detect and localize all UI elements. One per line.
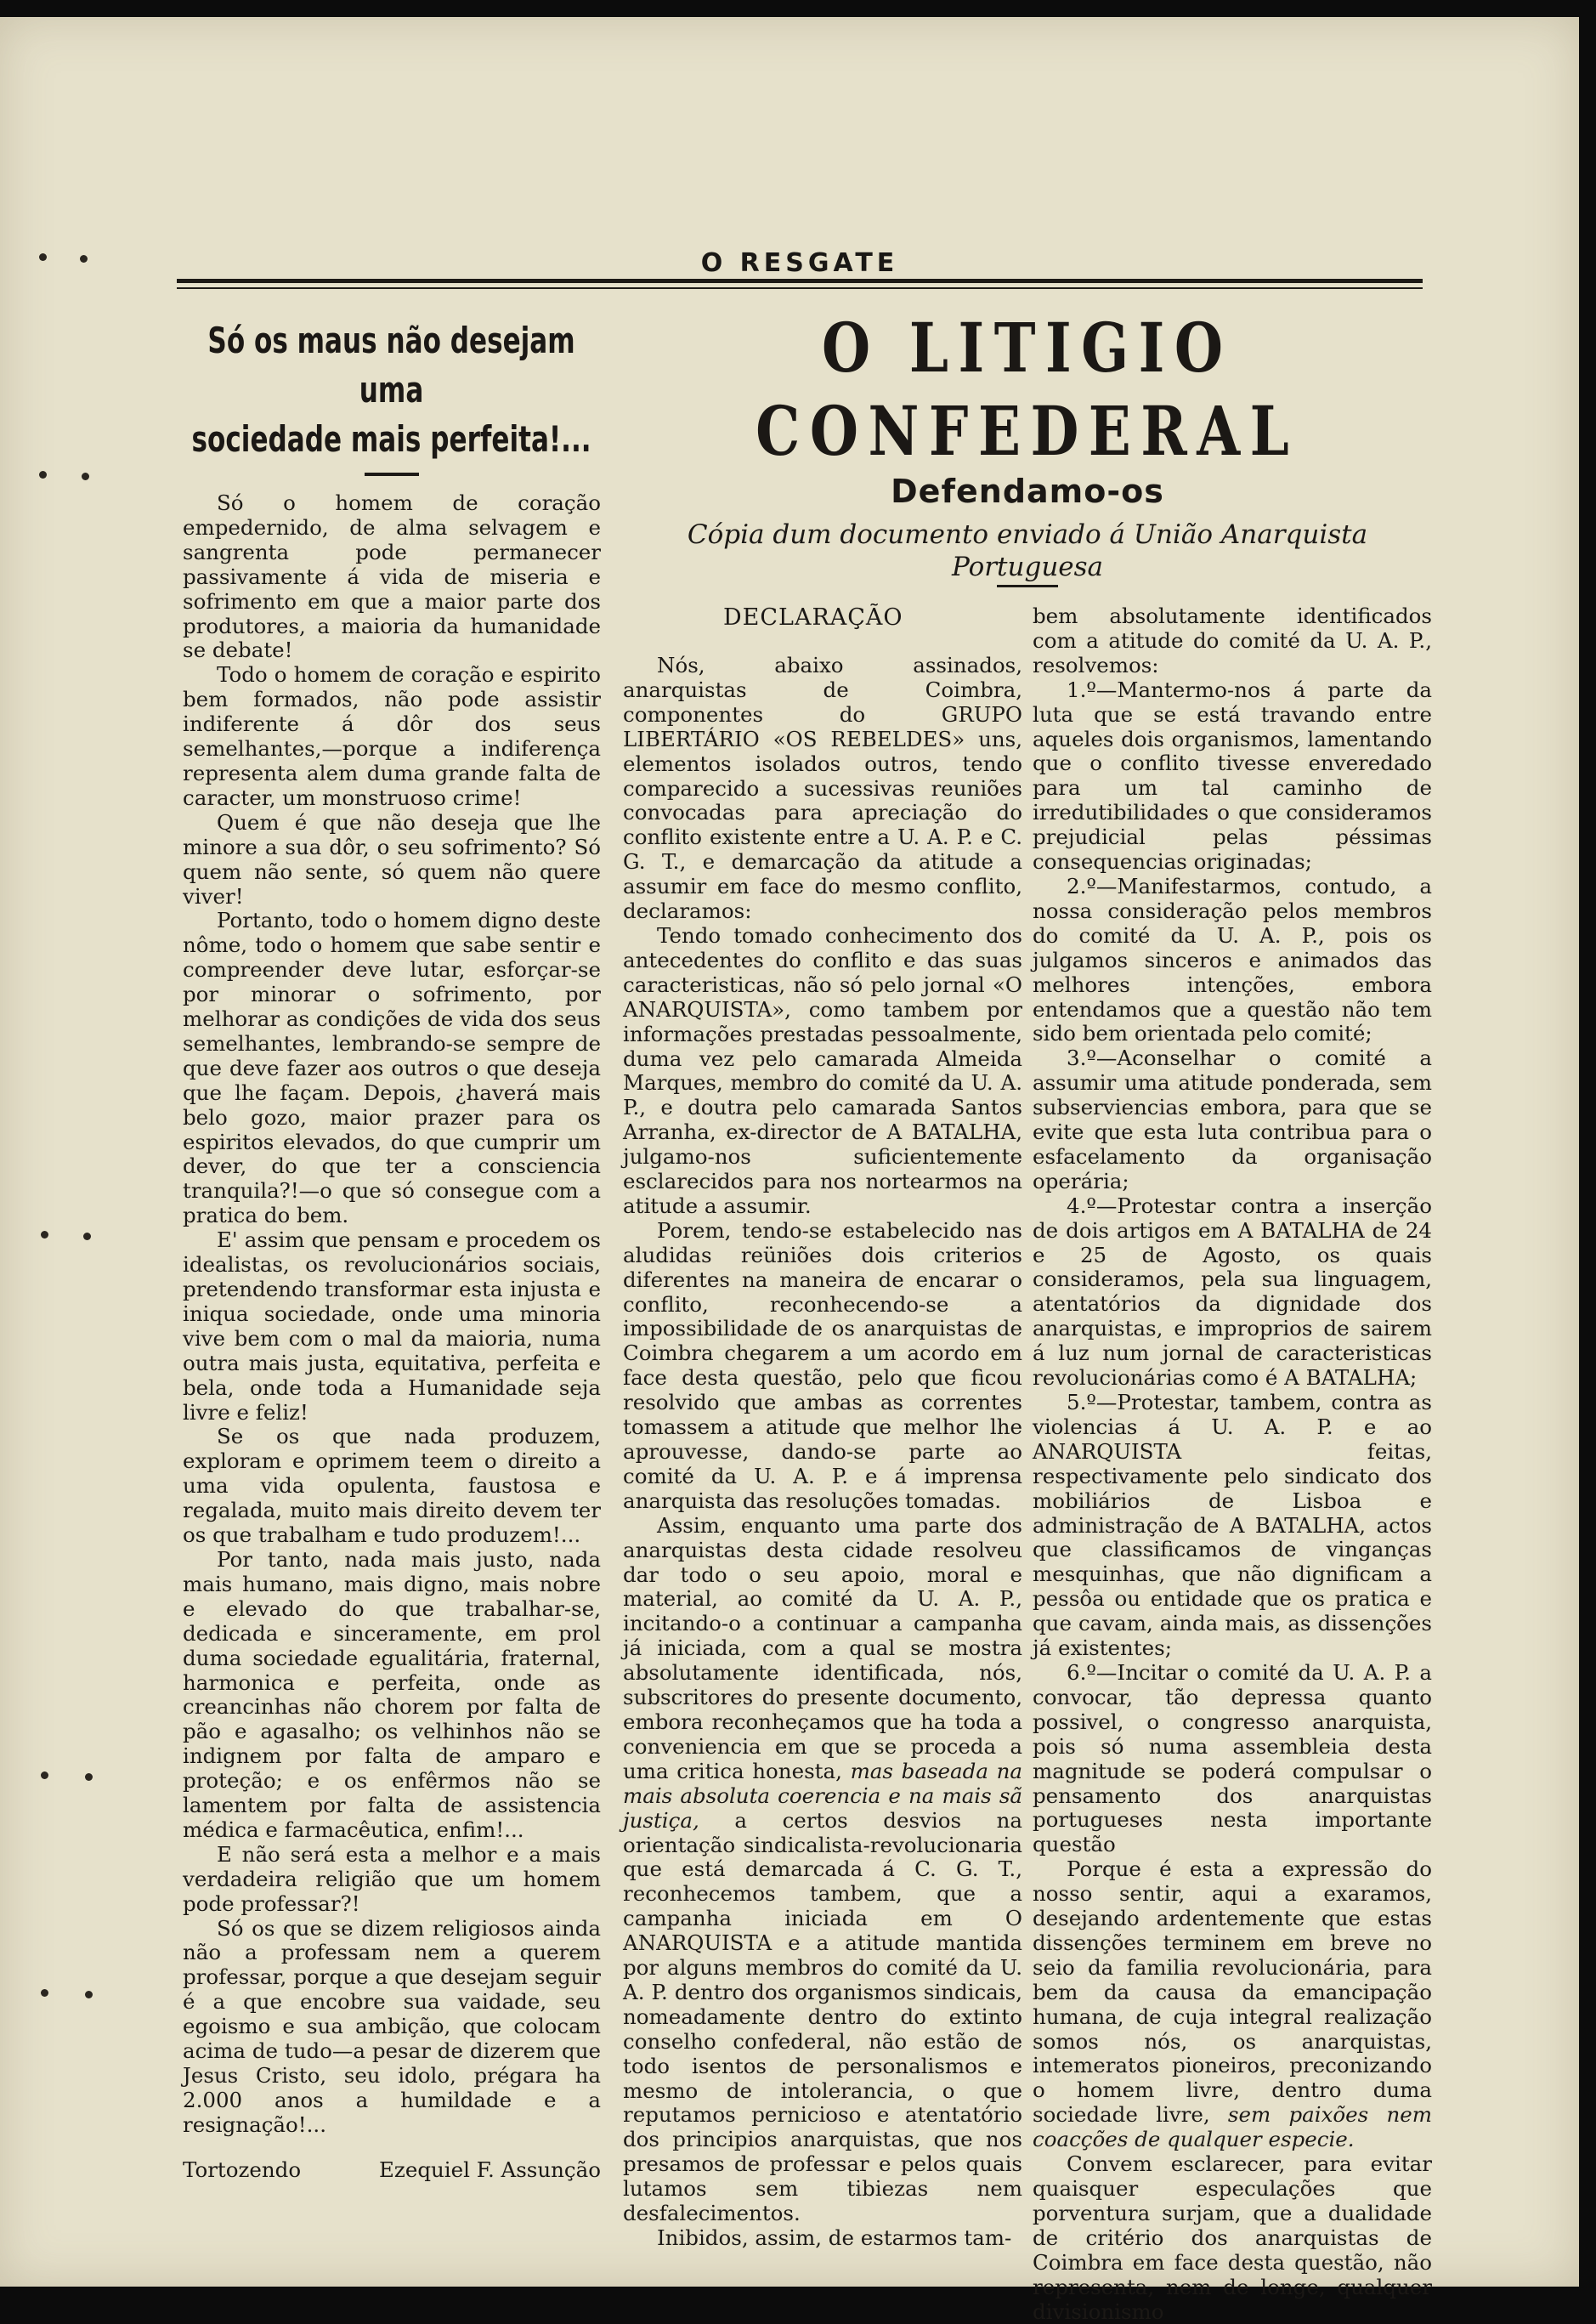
left-paragraph: E' assim que pensam e procedem os idealistas, os revolucionários sociais, pretendendo transformar esta injusta e iniqua sociedade, onde uma minoria vive bem com o mal da maioria, numa outra mais justa, equitativa, perfeita e bela, onde toda a Humanidade seja livre e feliz! [183, 1227, 601, 1425]
punch-hole [41, 1771, 48, 1779]
left-article [183, 316, 601, 2182]
newspaper-page [0, 17, 1579, 2324]
main-headline: O LITIGIO CONFEDERAL [756, 308, 1299, 471]
left-paragraph: E não será esta a melhor e a mais verdadeira religião que um homem pode professar?! [183, 1841, 601, 1916]
punch-hole [85, 1991, 93, 1998]
declaration-paragraph [623, 1514, 1022, 2226]
masthead-rule-thin [177, 287, 1423, 289]
left-article-title [181, 316, 602, 464]
declaration-paragraph: Porem, tendo-se estabelecido nas aludidas reüniões dois criterios diferentes na maneira de encarar o conflito, reconhecendo-se a impossibilidade de os anarquistas de Coimbra chegarem a um acordo em face desta questão, pelo que ficou resolvido que ambas as correntes tomassem a atitude que melhor lhe aprouvesse, dando-se parte ao comité da U. A. P. e á imprensa anarquista das resoluções tomadas. [623, 1217, 1022, 1513]
paragraph-text: a certos desvios na orientação sindicalista-revolucionaria que está demarcada á C. G. T., reconhecemos tambem, que a campanha iniciada em O ANARQUISTA e a atitude mantida por alguns membros do comité da U. A. P. dentro dos organismos sindicais, nomeadamente dentro do extinto conselho confederal, não estão de todo isentos de personalismos e mesmo de intolerancia, o que reputamos pernicioso e atentatório dos principios anarquistas, que nos presamos de professar e pelos quais lutamos sem tibiezas nem desfalecimentos. [623, 1807, 1022, 2226]
article-column-right [1033, 604, 1432, 2324]
left-paragraph: Portanto, todo o homem digno deste nôme, todo o homem que sabe sentir e compreender deve lutar, esforçar-se por minorar o sofrimento, por melhorar as condições de vida dos seus semelhantes, lembrando-se sempre de que deve fazer aos outros o que deseja que lhe façam. Depois, ¿haverá mais belo gozo, maior prazer para os espiritos elevados, do que cumprir um dever, do que ter a consciencia tranquila?!—o que só consegue com a pratica do bem. [183, 908, 601, 1228]
left-paragraph: Se os que nada produzem, exploram e oprimem teem o direito a uma vida opulenta, faustosa e regalada, muito mais direito devem ter os que trabalham e tudo produzem!... [183, 1424, 601, 1548]
left-paragraph: Só o homem de coração empedernido, de alma selvagem e sangrenta pode permanecer passivamente á vida de miseria e sofrimento em que a maior parte dos produtores, a maioria da humanidade se debate! [183, 490, 601, 663]
masthead [177, 248, 1423, 291]
punch-hole [85, 1773, 93, 1781]
punch-hole [41, 1989, 48, 1997]
punch-hole [80, 255, 88, 263]
declaration-heading: DECLARAÇÃO [723, 604, 903, 631]
punch-hole [82, 473, 89, 480]
declaration-paragraph [1033, 1857, 1432, 2152]
resolution-item-1: 1.º—Mantermo-nos á parte da luta que se está travando entre aqueles dois organismos, lamentando que o conflito tivesse enveredado para um tal caminho de irredutibilidades o que consideramos prejudicial pelas péssimas consequencias originadas; [1033, 677, 1432, 875]
article-column-center [623, 604, 1022, 2324]
declaration-paragraph: Tendo tomado conhecimento dos antecedentes do conflito e das suas caracteristicas, não só pelo jornal «O ANARQUISTA», como tambem por informações prestadas pessoalmente, duma vez pelo camarada Almeida Marques, membro do comité da U. A. P., e doutra pelo camarada Santos Arranha, ex-director de A BATALHA, julgamo-nos suficientemente esclarecidos para nos nortearmos na atitude a assumir. [623, 922, 1022, 1218]
sub-headline: Defendamo-os [891, 473, 1164, 510]
left-paragraph: Só os que se dizem religiosos ainda não a professam nem a querem professar, porque a que desejam seguir é a que encobre sua vaidade, seu egoismo e sua ambição, que colocam acima de tudo—a pesar de dizerem que Jesus Cristo, seu idolo, prégara ha 2.000 anos a humildade e a resignação!... [183, 1915, 601, 2137]
declaration-paragraph: Convem esclarecer, para evitar quaisquer especulações que porventura surjam, que a dualidade de critério dos anarquistas de Coimbra em face desta questão, não representa, nem de longe, qualquer divisionismo [1033, 2151, 1432, 2324]
resolution-item-6: 6.º—Incitar o comité da U. A. P. a convocar, tão depressa quanto possivel, o congresso anarquista, pois só numa assembleia desta magnitude se poderá compulsar o pensamento dos anarquistas portugueses nesta importante questão [1033, 1659, 1432, 1857]
right-article [623, 306, 1432, 2324]
resolution-item-5: 5.º—Protestar, tambem, contra as violencias á U. A. P. e ao ANARQUISTA feitas, respectivamente pelo sindicato dos mobiliários de Lisboa e administração de A BATALHA, actos que classificamos de vinganças mesquinhas, que não dignificam a pessôa ou entidade que os pratica e que cavam, ainda mais, as dissenções já existentes; [1033, 1390, 1432, 1661]
signature-place: Tortozendo [183, 2157, 302, 2182]
emphasized-text: mas baseada na mais absoluta coerencia e na mais sã justiça, [623, 1758, 1022, 1833]
resolution-item-2: 2.º—Manifestarmos, contudo, a nossa consideração pelos membros do comité da U. A. P., pois os julgamos sinceros e animados das melhores intenções, embora entendamos que a questão não tem sido bem orientada pelo comité; [1033, 873, 1432, 1046]
paragraph-text: Porque é esta a expressão do nosso sentir, aqui a exaramos, desejando ardentemente que estas dissenções terminem em breve no seio da familia revolucionária, para bem da causa da emancipação humana, de cuja integral realização somos nós, os anarquistas, intemeratos pioneiros, preconizando o homem livre, dentro duma sociedade livre, [1033, 1856, 1432, 2128]
resolution-item-3: 3.º—Aconselhar o comité a assumir uma atitude ponderada, sem subserviencias embora, para que se evite que esta luta contribua para o esfacelamento da organisação operária; [1033, 1046, 1432, 1193]
punch-hole [83, 1233, 91, 1240]
left-paragraph: Por tanto, nada mais justo, nada mais humano, mais digno, mais nobre e elevado do que trabalhar-se, dedicada e sinceramente, em prol duma sociedade egualitária, fraternal, harmonica e perfeita, onde as creancinhas não chorem por falta de pão e agasalho; os velhinhos não se indignem por falta de amparo e proteção; e os enfêrmos não se lamentem por falta de assistencia médica e farmacêutica, enfim!... [183, 1546, 601, 1842]
punch-hole [39, 253, 47, 261]
left-article-title-line1: Só os maus não desejam uma [207, 320, 576, 411]
article-columns [623, 604, 1432, 2324]
punch-hole [39, 471, 47, 479]
paragraph-text: Assim, enquanto uma parte dos anarquistas desta cidade resolveu dar todo o seu apoio, moral e material, ao comité da U. A. P., incitando-o a continuar a campanha já iniciada, com a qual se mostra absolutamente identificada, nós, subscritores do presente documento, embora reconheçamos que ha toda a conveniencia em que se proceda a uma critica honesta, [623, 1512, 1022, 1783]
masthead-rule [177, 279, 1423, 283]
punch-hole [41, 1231, 48, 1239]
left-paragraph: Todo o homem de coração e espirito bem formados, não pode assistir indiferente á dôr dos seus semelhantes,—porque a indiferença representa alem duma grande falta de caracter, um monstruoso crime! [183, 662, 601, 810]
signature-author: Ezequiel F. Assunção [379, 2157, 601, 2182]
resolution-item-4: 4.º—Protestar contra a inserção de dois artigos em A BATALHA de 24 e 25 de Agosto, os quais consideramos, pela sua linguagem, atentatórios da dignidade dos anarquistas, e improprios de sairem á luz num jornal de caracteristicas revolucionárias como é A BATALHA; [1033, 1193, 1432, 1391]
document-copy-line: Cópia dum documento enviado á União Anarquista Portuguesa [687, 519, 1368, 582]
left-article-signature [183, 2158, 601, 2182]
title-separator [365, 473, 419, 476]
emphasized-text: sem paixões nem coacções de qualquer especie. [1033, 2102, 1432, 2152]
declaration-paragraph: Inibidos, assim, de estarmos tam- [657, 2225, 1012, 2250]
declaration-paragraph: Nós, abaixo assinados, anarquistas de Coimbra, componentes do GRUPO LIBERTÁRIO «OS REBELDES» uns, elementos isolados outros, tendo comparecido a sucessivas reuniões convocadas para apreciação do conflito existente entre a U. A. P. e C. G. T., e demarcação da atitude a assumir em face do mesmo conflito, declaramos: [623, 653, 1022, 924]
newspaper-name: O RESGATE [700, 248, 899, 278]
left-article-title-line2: sociedade mais perfeita!... [191, 418, 592, 460]
declaration-paragraph: bem absolutamente identificados com a atitude do comité da U. A. P., resolvemos: [1033, 604, 1432, 677]
left-paragraph: Quem é que não deseja que lhe minore a sua dôr, o seu sofrimento? Só quem não sente, só quem não quere viver! [183, 809, 601, 909]
copy-line-separator [997, 585, 1058, 587]
